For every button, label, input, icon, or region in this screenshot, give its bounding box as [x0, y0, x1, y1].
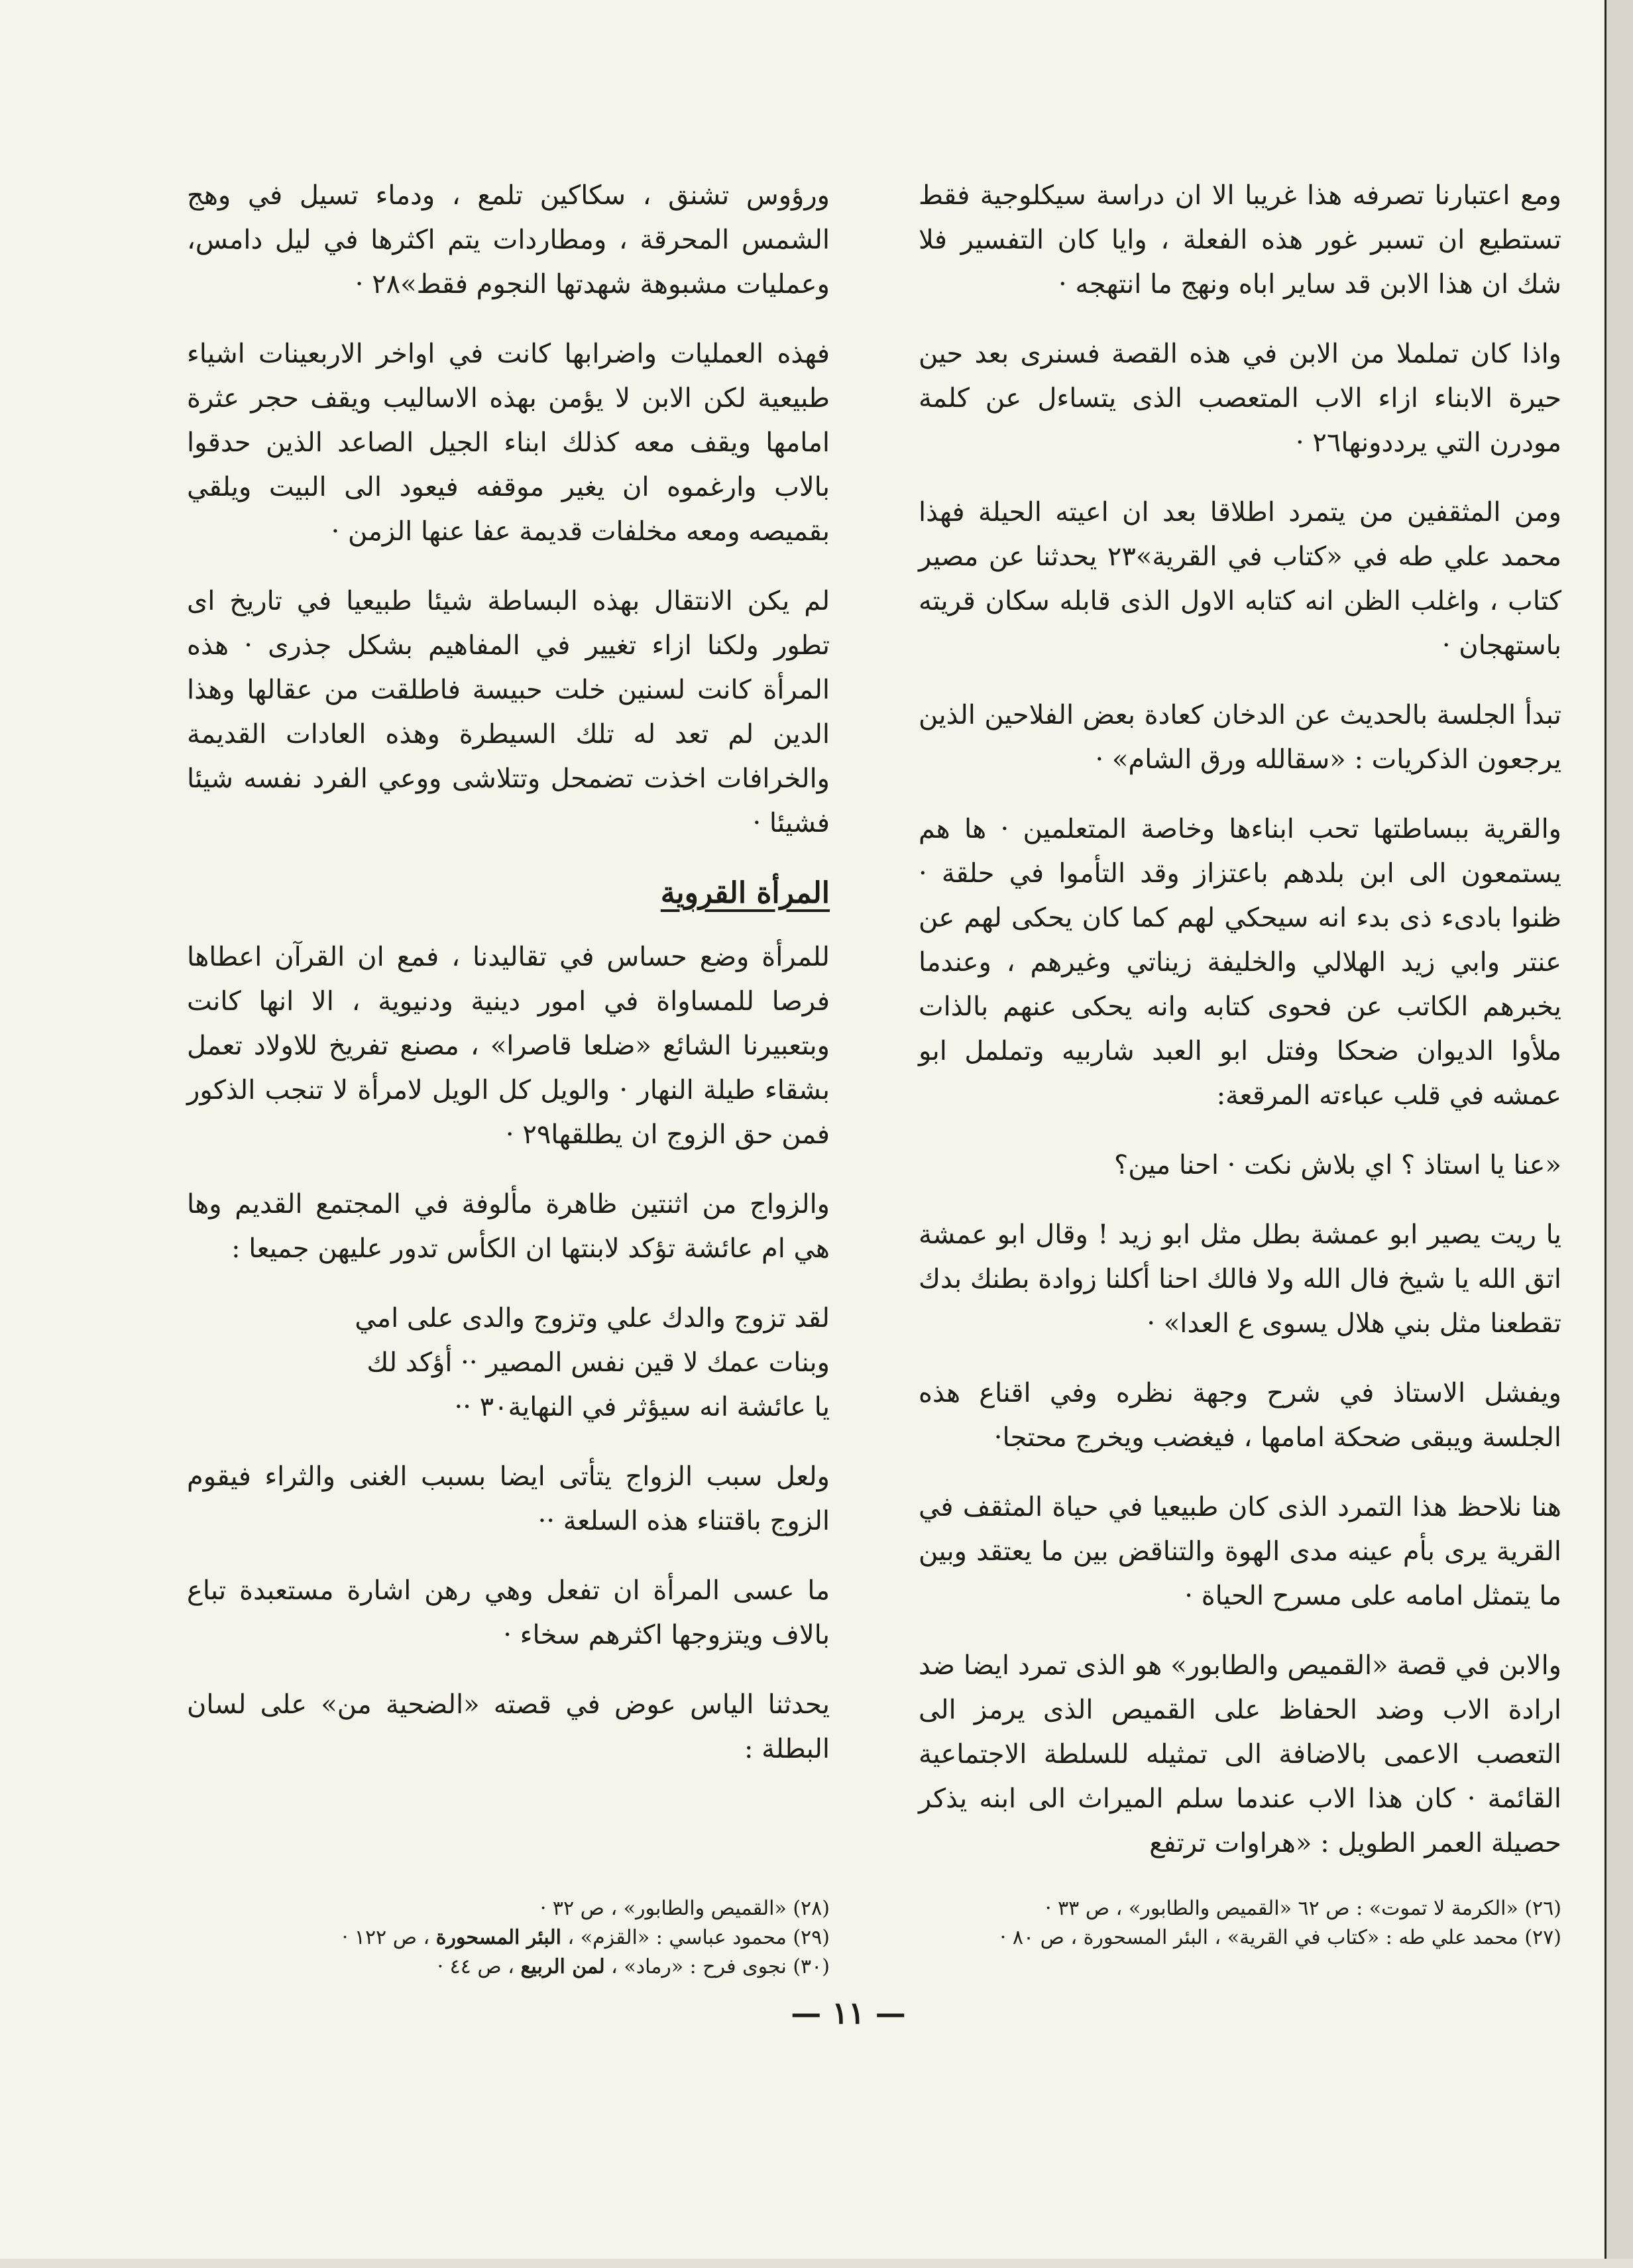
verse-line: لقد تزوج والدك علي وتزوج والدى على امي: [355, 1303, 830, 1333]
paragraph: والابن في قصة «القميص والطابور» هو الذى تمرد ايضا ضد ارادة الاب وضد الحفاظ على القميص الذى يرمز الى التعصب الاعمى بالاضافة الى تمثيله للسلطة الاجتماعية القائمة · كان هذا الاب عندما سلم الميراث الى ابنه يذكر حصيلة العمر الطويل : «هراوات ترتفع: [919, 1650, 1562, 1858]
paragraph: للمرأة وضع حساس في تقاليدنا ، فمع ان القرآن اعطاها فرصا للمساواة في امور دينية ودنيوية ، الا انها كانت وبتعبيرنا الشائع «ضلعا قاصرا» ، مصنع تفريخ للاولاد تعمل بشقاء طيلة النهار · والويل كل الويل لامرأة لا تنجب الذكور فمن حق الزوج ان يطلقها٢٩ ·: [187, 942, 830, 1150]
paragraph: ومن المثقفين من يتمرد اطلاقا بعد ان اعيته الحيلة فهذا محمد علي طه في «كتاب في القرية»٢٣ يحدثنا عن مصير كتاب ، واغلب الظن انه كتابه الاول الذى قابله سكان قريته باستهجان ·: [919, 497, 1561, 661]
paragraph: ومع اعتبارنا تصرفه هذا غريبا الا ان دراسة سيكلوجية فقط تستطيع ان تسبر غور هذه الفعلة ، وايا كان التفسير فلا شك ان هذا الابن قد ساير اباه ونهج ما انتهجه ·: [919, 180, 1561, 300]
verse-line: يا عائشة انه سيؤثر في النهاية٣٠ ··: [454, 1392, 830, 1422]
paragraph: ورؤوس تشنق ، سكاكين تلمع ، ودماء تسيل في وهج الشمس المحرقة ، ومطاردات يتم اكثرها في ليل دامس، وعمليات مشبوهة شهدتها النجوم فقط»٢٨ ·: [187, 180, 830, 300]
book-title: البئر المسحورة: [435, 1926, 561, 1949]
paragraph: هنا نلاحظ هذا التمرد الذى كان طبيعيا في حياة المثقف في القرية يرى بأم عينه مدى الهوة والتناقض بين ما يعتقد وبين ما يتمثل امامه على مسرح الحياة ·: [919, 1492, 1561, 1611]
right-column: [919, 174, 1561, 1891]
paragraph: «عنا يا استاذ ؟ اي بلاش نكت · احنا مين؟: [1113, 1150, 1561, 1180]
paragraph: ولعل سبب الزواج يتأتى ايضا بسبب الغنى والثراء فيقوم الزوج باقتناء هذه السلعة ··: [187, 1461, 830, 1536]
footnote: (٣٠) نجوى فرح : «رماد» ، لمن الربيع ، ص ٤٤ ·: [437, 1955, 830, 1978]
page-edge-right: [1605, 0, 1633, 2268]
paragraph: تبدأ الجلسة بالحديث عن الدخان كعادة بعض الفلاحين الذين يرجعون الذكريات : «سقالله ورق الشام» ·: [919, 700, 1561, 775]
footnote: (٢٩) محمود عباسي : «القزم» ، البئر المسحورة ، ص ١٢٢ ·: [341, 1926, 830, 1949]
paragraph: واذا كان تململا من الابن في هذه القصة فسنرى بعد حين حيرة الابناء ازاء الاب المتعصب الذى يتساءل عن كلمة مودرن التي يرددونها٢٦ ·: [919, 339, 1561, 458]
verse-line: وبنات عمك لا قين نفس المصير ·· أؤكد لك: [366, 1347, 830, 1378]
paragraph: فهذه العمليات واضرابها كانت في اواخر الاربعينات اشياء طبيعية لكن الابن لا يؤمن بهذه الاساليب ويقف حجر عثرة امامها ويقف معه كذلك ابناء الجيل الصاعد الذين حدقوا بالاب وارغموه ان يغير موقفه فيعود الى البيت ويلقي بقميصه ومعه مخلفات قديمة عفا عنها الزمن ·: [187, 339, 830, 547]
paragraph: ما عسى المرأة ان تفعل وهي رهن اشارة مستعبدة تباع بالاف ويتزوجها اكثرهم سخاء ·: [187, 1575, 830, 1650]
footnotes-left: [187, 1894, 830, 1982]
footnotes-right: [919, 1894, 1561, 1953]
footnote: (٢٨) «القميص والطابور» ، ص ٣٢ ·: [539, 1897, 830, 1920]
paragraph: لم يكن الانتقال بهذه البساطة شيئا طبيعيا في تاريخ اى تطور ولكنا ازاء تغيير في المفاهيم بشكل جذرى · هذه المرأة كانت لسنين خلت حبيسة فاطلقت من عقالها وهذا الدين لم تعد له تلك السيطرة وهذه العادات القديمة والخرافات اخذت تضمحل وتتلاشى ووعي الفرد نفسه شيئا فشيئا ·: [187, 586, 830, 838]
paragraph: ويفشل الاستاذ في شرح وجهة نظره وفي اقناع هذه الجلسة ويبقى ضحكة امامها ، فيغضب ويخرج محتجا·: [919, 1378, 1561, 1453]
left-column: [187, 174, 830, 1797]
footnote: (٢٦) «الكرمة لا تموت» : ص ٦٢ «القميص والطابور» ، ص ٣٣ ·: [1044, 1897, 1561, 1920]
page-number: — ١١ —: [791, 1995, 906, 2031]
book-title: لمن الربيع: [520, 1955, 605, 1978]
footnote: (٢٧) محمد علي طه : «كتاب في القرية» ، البئر المسحورة ، ص ٨٠ ·: [999, 1926, 1561, 1949]
poem-quote: [187, 1296, 830, 1430]
paragraph: والقرية ببساطتها تحب ابناءها وخاصة المتعلمين · ها هم يستمعون الى ابن بلدهم باعتزاز وقد التأموا في حلقة · ظنوا بادىء ذى بدء انه سيحكي لهم كما كان يحكى لهم عن عنتر وابي زيد الهلالي والخليفة زيناتي وغيرهم ، وعندما يخبرهم الكاتب عن فحوى كتابه وانه يحكى عنهم بالذات ملأوا الديوان ضحكا وفتل ابو العبد شاربيه وتململ ابو عمشه في قلب عباءته المرقعة:: [919, 814, 1561, 1111]
paragraph: والزواج من اثنتين ظاهرة مألوفة في المجتمع القديم وها هي ام عائشة تؤكد لابنتها ان الكأس تدور عليهن جميعا :: [187, 1189, 830, 1264]
paragraph: يحدثنا الياس عوض في قصته «الضحية من» على لسان البطلة :: [187, 1689, 830, 1764]
paragraph: يا ريت يصير ابو عمشة بطل مثل ابو زيد ! وقال ابو عمشة اتق الله يا شيخ فال الله ولا فالك احنا أكلنا زوادة بطنك بدك تقطعنا مثل بني هلال يسوى ع العدا» ·: [919, 1219, 1561, 1339]
section-heading: المرأة القروية: [660, 876, 830, 910]
page-edge-bottom: [0, 2259, 1633, 2268]
